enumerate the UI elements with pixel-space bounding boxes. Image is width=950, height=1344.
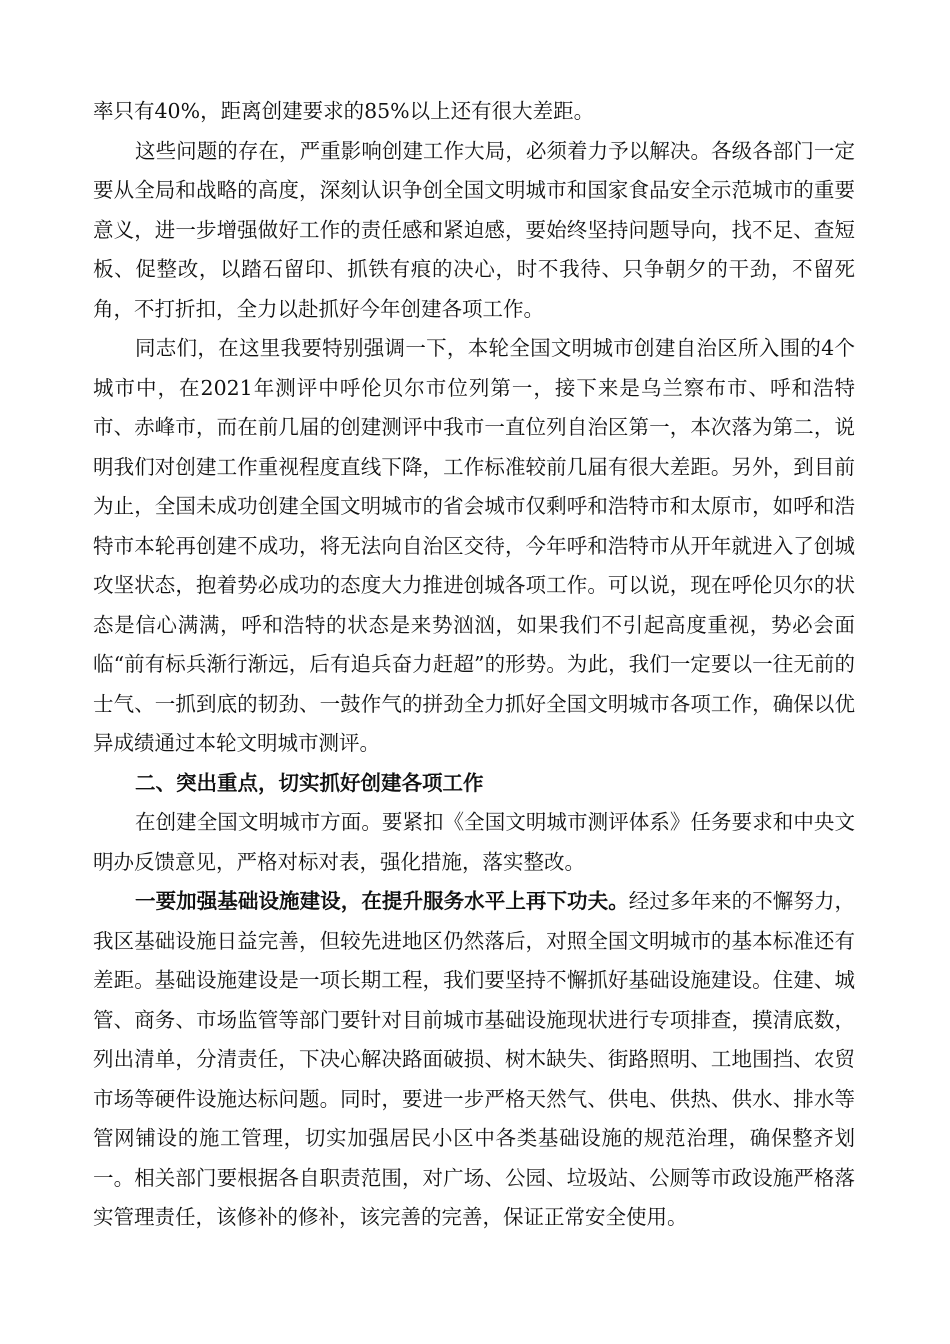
paragraph-body-text: 经过多年来的不懈努力，我区基础设施日益完善，但较先进地区仍然落后，对照全国文明城市的基本标准还有差距。基础设施建设是一项长期工程，我们要坚持不懈抓好基础设施建设。住建、城管、商务、市场监管等部门要针对目前城市基础设施现状进行专项排查，摸清底数，列出清单，分清责任，下决心解决路面破损、树木缺失、街路照明、工地围挡、农贸市场等硬件设施达标问题。同时，要进一步严格天然气、供电、供热、供水、排水等管网铺设的施工管理，切实加强居民小区中各类基础设施的规范治理，确保整齐划一。相关部门要根据各自职责范围，对广场、公园、垃圾站、公厕等市政设施严格落实管理责任，该修补的修补，该完善的完善，保证正常安全使用。 [93, 889, 856, 1229]
paragraph-civilized-city-requirements: 在创建全国文明城市方面。要紧扣《全国文明城市测评体系》任务要求和中央文明办反馈意见，严格对标对表，强化措施，落实整改。 [93, 810, 855, 874]
paragraph-infrastructure [93, 882, 855, 1238]
paragraph-problems-must-be-solved: 这些问题的存在，严重影响创建工作大局，必须着力予以解决。各级各部门一定要从全局和战略的高度，深刻认识争创全国文明城市和国家食品安全示范城市的重要意义，进一步增强做好工作的责任感和紧迫感，要始终坚持问题导向，找不足、查短板、促整改，以踏石留印、抓铁有痕的决心，时不我待、只争朝夕的干劲，不留死角，不打折扣，全力以赴抓好今年创建各项工作。 [93, 138, 855, 321]
paragraph-lead-sentence: 一要加强基础设施建设，在提升服务水平上再下功夫。 [135, 889, 629, 913]
paragraph-continuation: 率只有40%，距离创建要求的85%以上还有很大差距。 [93, 99, 595, 123]
document-body [93, 92, 855, 1238]
section-heading-2: 二、突出重点，切实抓好创建各项工作 [135, 770, 484, 795]
paragraph-comrades-emphasis: 同志们，在这里我要特别强调一下，本轮全国文明城市创建自治区所入围的4个城市中，在2021年测评中呼伦贝尔市位列第一，接下来是乌兰察布市、呼和浩特市、赤峰市，而在前几届的创建测评中我市一直位列自治区第一，本次落为第二，说明我们对创建工作重视程度直线下降，工作标准较前几届有很大差距。另外，到目前为止，全国未成功创建全国文明城市的省会城市仅剩呼和浩特市和太原市，如呼和浩特市本轮再创建不成功，将无法向自治区交待，今年呼和浩特市从开年就进入了创城攻坚状态，抱着势必成功的态度大力推进创城各项工作。可以说，现在呼伦贝尔的状态是信心满满，呼和浩特的状态是来势汹汹，如果我们不引起高度重视，势必会面临“前有标兵渐行渐远，后有追兵奋力赶超”的形势。为此，我们一定要以一往无前的士气、一抓到底的韧劲、一鼓作气的拼劲全力抓好全国文明城市各项工作，确保以优异成绩通过本轮文明城市测评。 [93, 336, 855, 755]
